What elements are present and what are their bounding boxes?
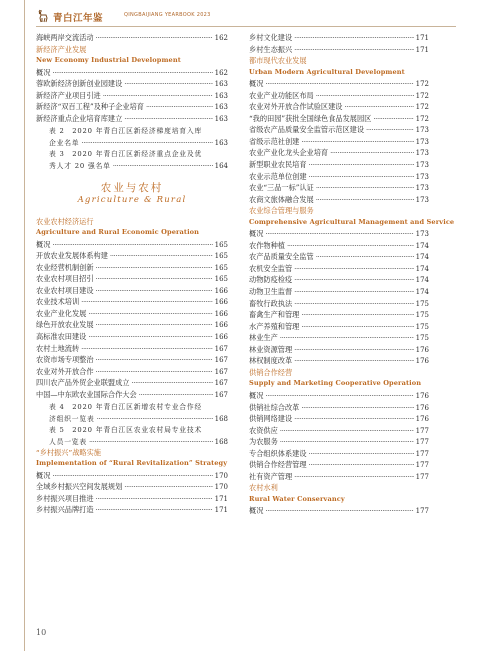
toc-entry[interactable]: 全域乡村振兴空间发展规划 ····· 170: [36, 482, 228, 494]
section-heading-cn: 农业综合管理与服务: [249, 206, 314, 216]
section-heading-cn: 都市现代农业发展: [249, 56, 307, 66]
chapter-title-cn: 农业与农村: [100, 181, 164, 194]
table-entry[interactable]: 济组织一览表 ····· 168: [36, 413, 228, 425]
toc-entry[interactable]: 农业农村项目建设 ····· 166: [36, 286, 228, 298]
toc-entry[interactable]: 概况 ····· 177: [249, 506, 429, 518]
toc-entry[interactable]: 供销合作经营管理 ····· 177: [249, 460, 429, 472]
toc-entry[interactable]: 概况 ····· 170: [36, 471, 228, 483]
toc-entry[interactable]: 农机安全监管 ····· 174: [249, 264, 429, 276]
margin-rule: [24, 0, 25, 651]
toc-entry[interactable]: 农业产业化龙头企业培育 ····· 173: [249, 148, 429, 160]
section-heading-cn: “乡村振兴”战略实施: [36, 447, 101, 457]
yearbook-title: 青白江年鉴: [53, 13, 104, 24]
toc-entry[interactable]: 乡村生态振兴 ····· 171: [249, 45, 429, 57]
section-heading-cn: 农村水利: [249, 483, 278, 493]
toc-entry[interactable]: 概况 ····· 176: [249, 391, 429, 403]
section-heading-en: Supply and Marketing Cooperative Operation: [249, 379, 422, 388]
toc-entry[interactable]: 农业对外开放合作 ····· 167: [36, 367, 228, 379]
toc-entry[interactable]: 乡村振兴品牌打造 ····· 171: [36, 505, 228, 517]
toc-entry[interactable]: 农产品质量安全监管 ····· 174: [249, 252, 429, 264]
toc-entry[interactable]: 概况 ····· 173: [249, 229, 429, 241]
toc-entry[interactable]: 四川农产品外贸企业联盟成立 ····· 167: [36, 378, 228, 390]
toc-entry[interactable]: 动物防疫检疫 ····· 174: [249, 275, 429, 287]
deer-logo-icon: [36, 9, 50, 23]
toc-entry[interactable]: 供销网络建设 ····· 176: [249, 414, 429, 426]
toc-entry[interactable]: 农业经营机制创新 ····· 165: [36, 263, 228, 275]
toc-entry[interactable]: 省级示范社创建 ····· 173: [249, 137, 429, 149]
toc-entry[interactable]: 绿色开放农业发展 ····· 166: [36, 320, 228, 332]
toc-entry[interactable]: 农业产业化发展 ····· 166: [36, 309, 228, 321]
table-entry[interactable]: 秀人才 20 强名单 ····· 164: [36, 160, 228, 172]
toc-entry[interactable]: 海峡两岸交流活动 ····· 162: [36, 33, 228, 45]
toc-entry[interactable]: 乡村振兴项目推进 ····· 171: [36, 494, 228, 506]
table-entry[interactable]: 人员一览表 ····· 168: [36, 436, 228, 448]
section-heading-en: Comprehensive Agricultural Management and Service: [249, 217, 455, 226]
toc-entry[interactable]: 为农服务 ····· 177: [249, 437, 429, 449]
toc-entry[interactable]: 农村土地流转 ····· 167: [36, 344, 228, 356]
section-heading-en: Implementation of “Rural Revitalization” Strategy: [36, 459, 228, 468]
table-entry-line[interactable]: 表 3 2020 年青白江区新经济重点企业及优: [49, 150, 203, 159]
section-heading-cn: 农业农村经济运行: [36, 216, 94, 226]
toc-left-column: [36, 33, 228, 517]
toc-entry[interactable]: 专合组织体系建设 ····· 177: [249, 449, 429, 461]
toc-entry[interactable]: 新经济重点企业培育库建立 ····· 163: [36, 114, 228, 126]
toc-entry[interactable]: 林业资源管理 ····· 176: [249, 345, 429, 357]
table-entry[interactable]: 企业名单 ····· 163: [36, 137, 228, 149]
toc-entry[interactable]: 农商文旅体融合发展 ····· 173: [249, 195, 429, 207]
toc-entry[interactable]: 社有资产管理 ····· 177: [249, 472, 429, 484]
toc-entry[interactable]: 省级农产品质量安全监管示范区建设 ····· 173: [249, 125, 429, 137]
toc-entry[interactable]: 动物卫生监督 ····· 174: [249, 287, 429, 299]
toc-entry[interactable]: “我的田园”获批全国绿色食品发展园区 ····· 172: [249, 114, 429, 126]
table-entry-line[interactable]: 表 5 2020 年青白江区农业农村局专业技术: [49, 426, 203, 435]
toc-entry[interactable]: 畜牧行政执法 ····· 175: [249, 299, 429, 311]
table-entry-line[interactable]: 表 4 2020 年青白江区新增农村专业合作经: [49, 403, 203, 412]
section-heading-en: Urban Modern Agricultural Development: [249, 67, 405, 76]
toc-entry[interactable]: 概况 ····· 162: [36, 68, 228, 80]
page-number: 10: [36, 628, 47, 637]
toc-entry[interactable]: 新经济“双百工程”及种子企业培育 ····· 163: [36, 102, 228, 114]
page-header: [36, 9, 456, 23]
toc-entry[interactable]: 蓉欧新经济创新创业园建设 ····· 163: [36, 79, 228, 91]
toc-entry[interactable]: 开放农业发展体系构建 ····· 165: [36, 251, 228, 263]
section-heading-en: New Economy Industrial Development: [36, 56, 181, 65]
toc-entry[interactable]: 畜禽生产和管理 ····· 175: [249, 310, 429, 322]
toc-entry[interactable]: 中国—中东欧农业国际合作大会 ····· 167: [36, 390, 228, 402]
section-heading-cn: 供销合作经营: [249, 367, 293, 377]
toc-entry[interactable]: 水产养殖和管理 ····· 175: [249, 322, 429, 334]
toc-entry[interactable]: 农业产业功能区布局 ····· 172: [249, 91, 429, 103]
toc-entry[interactable]: 农资供应 ····· 177: [249, 426, 429, 438]
toc-entry[interactable]: 高标准农田建设 ····· 166: [36, 332, 228, 344]
toc-entry[interactable]: 农业对外开放合作试验区建设 ····· 172: [249, 102, 429, 114]
chapter-title-en: Agriculture & Rural: [77, 194, 187, 205]
toc-entry[interactable]: 农业“三品一标”认证 ····· 173: [249, 183, 429, 195]
toc-entry[interactable]: 新型职业农民培育 ····· 173: [249, 160, 429, 172]
section-heading-en: Rural Water Conservancy: [249, 494, 345, 503]
yearbook-title-en: QINGBAIJIANG YEARBOOK 2023: [124, 12, 211, 18]
toc-entry[interactable]: 概况 ····· 165: [36, 240, 228, 252]
toc-entry[interactable]: 农业示范单位创建 ····· 173: [249, 172, 429, 184]
toc-entry[interactable]: 农业技术培训 ····· 166: [36, 297, 228, 309]
toc-entry[interactable]: 概况 ····· 172: [249, 79, 429, 91]
toc-entry[interactable]: 农资市场专项整治 ····· 167: [36, 355, 228, 367]
toc-entry[interactable]: 林权制度改革 ····· 176: [249, 356, 429, 368]
toc-entry[interactable]: 乡村文化建设 ····· 171: [249, 33, 429, 45]
toc-entry[interactable]: 林业生产 ····· 175: [249, 333, 429, 345]
header-rule: [36, 26, 456, 27]
toc-entry[interactable]: 农作物种植 ····· 174: [249, 241, 429, 253]
toc-entry[interactable]: 新经济产业项目引进 ····· 163: [36, 91, 228, 103]
table-entry-line[interactable]: 表 2 2020 年青白江区新经济梯度培育入库: [49, 127, 203, 136]
section-heading-cn: 新经济产业发展: [36, 44, 87, 54]
toc-right-column: [249, 33, 455, 518]
toc-entry[interactable]: 农业农村项目招引 ····· 165: [36, 274, 228, 286]
section-heading-en: Agriculture and Rural Economic Operation: [36, 228, 200, 237]
toc-entry[interactable]: 供销社综合改革 ····· 176: [249, 403, 429, 415]
